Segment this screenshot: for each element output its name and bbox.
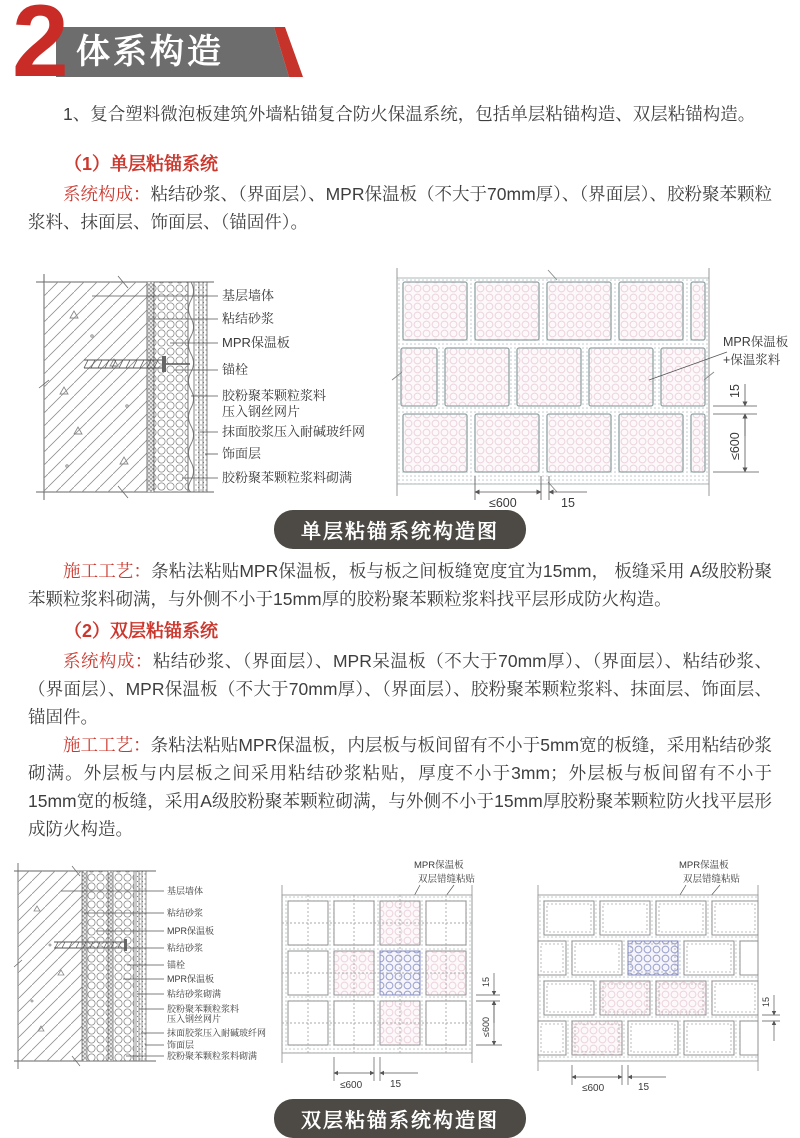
layer-label: MPR保温板 [167,974,214,984]
layer-label: 粘结砂浆 [167,908,204,918]
layer-label: 抹面胶浆压入耐碱玻纤网 [222,424,366,439]
double-composition-label: 系统构成： [63,651,153,671]
double-process-paragraph [28,731,772,843]
dim-joint: 15 [761,996,771,1007]
dim-board-width: ≤600 [489,496,517,508]
layer-label: 基层墙体 [167,886,204,896]
layer-label: 锚栓 [167,960,186,970]
single-process-label: 施工工艺： [63,561,152,581]
grid-label-line2: 双层错缝粘贴 [418,874,476,885]
dim-board-width: ≤600 [582,1083,605,1093]
stagger-label-line2: 双层错缝粘贴 [683,874,741,885]
double-grid-elevation-diagram [268,855,526,1093]
single-composition-label: 系统构成： [63,184,151,204]
dim-board-width: ≤600 [340,1080,363,1091]
double-composition-text: 粘结砂浆、（界面层）、MPR呆温板（不大于70mm厚）、（界面层）、粘结砂浆、（界面层）、MPR保温板（不大于70mm厚）、（界面层）、胶粉聚苯颗粒浆料、抹面层、饰面层、锚固件。 [28,651,773,727]
elevation-label-line1: MPR保温板 [723,335,789,349]
layer-label: 饰面层 [167,1040,195,1050]
layer-label: 抹面胶浆压入耐碱玻纤网 [167,1028,267,1038]
dim-joint-width: 15 [638,1082,650,1093]
single-process-paragraph [28,557,772,613]
single-wall-section-diagram [22,266,377,508]
figure-single-system [22,266,800,508]
bonding-mortar-layer [147,282,154,492]
dim-joint-width: 15 [728,384,742,398]
layer-label: 粘结砂浆 [167,943,204,953]
base-wall-hatch [44,282,147,492]
heading-single-system: （1）单层粘锚系统 [64,154,219,174]
grid-label-line1: MPR保温板 [414,860,464,871]
single-composition-paragraph [28,180,772,236]
layer-label: 胶粉聚苯颗粒浆料砌满 [167,1051,258,1061]
section-number: 2 [12,0,69,98]
elevation-label-line2: +保温浆料 [723,353,781,367]
section-header [0,0,800,100]
intro-paragraph: 1、复合塑料微泡板建筑外墙粘锚复合防火保温系统，包括单层粘锚构造、双层粘锚构造。 [63,104,756,124]
finish-layers [194,282,207,492]
layer-label: 饰面层 [222,446,262,461]
double-process-label: 施工工艺： [63,735,151,755]
figure2-caption: 双层粘锚系统构造图 [274,1099,526,1138]
double-process-text: 条粘法粘贴MPR保温板，内层板与板间留有不小于5mm宽的板缝，采用粘结砂浆砌满。外层板与内层板之间采用粘结砂浆粘贴，厚度不小于3mm；外层板与板间留有不小于15mm宽的板缝，采用A级胶粉聚苯颗粒砌满，与外侧不小于15mm厚胶粉聚苯颗粒防火找平层形成防火构造。 [28,735,772,839]
dim-joint-width: 15 [390,1079,402,1090]
layer-label: 粘结砂浆砌满 [167,989,222,999]
layer-label: 胶粉聚苯颗粒浆料砌满 [222,470,353,485]
dim-joint-width-bottom: 15 [561,496,575,508]
dim-joint: 15 [481,976,491,987]
stagger-label-line1: MPR保温板 [679,860,729,871]
double-stagger-elevation-diagram [526,855,794,1093]
dim-board: ≤600 [481,1017,491,1037]
figure-double-system [6,855,800,1093]
layer-label: 压入钢丝网片 [167,1014,222,1024]
single-board-elevation-diagram [377,266,795,508]
layer-label: MPR保温板 [222,335,290,350]
layer-label: 锚栓 [222,362,249,377]
figure1-caption: 单层粘锚系统构造图 [274,510,526,549]
layer-label: 胶粉聚苯颗粒浆料 [222,388,327,403]
double-wall-section-diagram [6,855,268,1087]
single-process-text: 条粘法粘贴MPR保温板，板与板之间板缝宽度宜为15mm， 板缝采用 A级胶粉聚苯颗粒浆料砌满，与外侧不小于15mm厚的胶粉聚苯颗粒浆料找平层形成防火构造。 [28,561,772,609]
dim-board-height: ≤600 [728,432,742,460]
heading-double-system: （2）双层粘锚系统 [64,621,219,641]
section-title: 体系构造 [76,33,224,71]
layer-label: 基层墙体 [222,288,275,303]
double-composition-paragraph [28,647,772,731]
single-composition-text: 粘结砂浆、（界面层）、MPR保温板（不大于70mm厚）、（界面层）、胶粉聚苯颗粒浆料、抹面层、饰面层、（锚固件）。 [28,184,772,232]
layer-label: MPR保温板 [167,926,214,936]
layer-label: 压入钢丝网片 [222,404,301,419]
layer-label: 胶粉聚苯颗粒浆料 [167,1004,240,1014]
layer-label: 粘结砂浆 [222,311,275,326]
insulation-board-layer [154,282,188,492]
section-banner [56,27,308,77]
